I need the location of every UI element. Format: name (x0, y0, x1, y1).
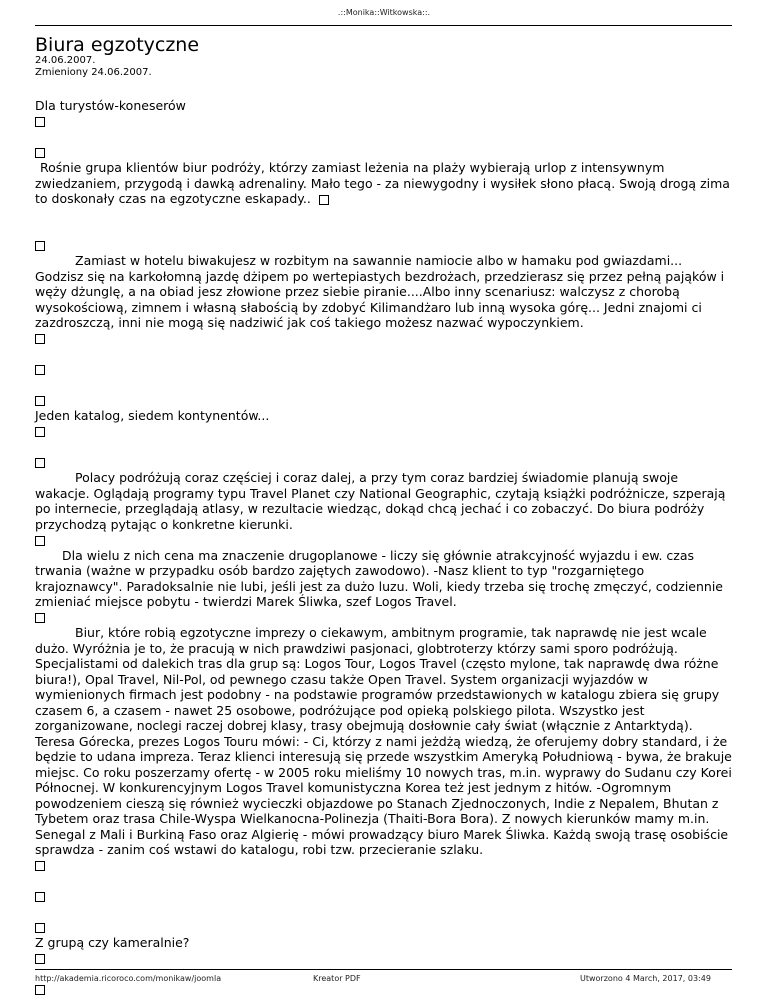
broken-image-icon (35, 148, 45, 158)
broken-image-icon (35, 892, 45, 902)
section-heading: Jeden katalog, siedem kontynentów... (35, 408, 270, 423)
footer-created: Utworzono 4 March, 2017, 03:49 (580, 974, 711, 983)
broken-image-icon (35, 613, 45, 623)
broken-image-icon (35, 427, 45, 437)
article-title: Biura egzotyczne (35, 34, 200, 56)
footer-rule (35, 969, 732, 970)
broken-image-icon (35, 396, 45, 406)
section-heading: Z grupą czy kameralnie? (35, 935, 190, 950)
footer-generator: Kreator PDF (313, 974, 361, 983)
site-header: .::Monika::Witkowska::. (337, 8, 431, 17)
paragraph: Dla wielu z nich cena ma znaczenie drugoplanowe - liczy się głównie atrakcyjność wyjazdu i ew. czas trwania (ważne w przypadku osób bardzo zajętych zawodowo). -Nasz klient to typ "rozgarniętego krajoznawcy". Paradoksalnie nie lubi, jeśli jest za dużo luzu. Woli, kiedy trzeba się trochę zmęczyć, codziennie zmieniać miejsce pobytu - twierdzi Marek Śliwka, szef Logos Travel. (35, 547, 723, 609)
broken-image-icon (319, 195, 329, 205)
paragraph: Polacy podróżują coraz częściej i coraz dalej, a przy tym coraz bardziej świadomie planują swoje wakacje. Oglądają programy typu Travel Planet czy National Geographic, czytają książki podróżnicze, szperają po internecie, przeglądają atlasy, w rezultacie wiedząc, dokąd chcą jechać i co zobaczyć. Do biura podróży przychodzą pytając o konkretne kierunki. (35, 470, 726, 532)
paragraph: Zamiast w hotelu biwakujesz w rozbitym na sawannie namiocie albo w hamaku pod gwiazdami... Godzisz się na karkołomną jazdę dżipem po wertepiastych bezdrożach, przedzierasz się przez pełną pająków i węży dżunglę, a na obiad jesz złowione przez siebie piranie....Albo inny scenariusz: walczysz z chorobą wysokościową, zimnem i własną słabością by zdobyć Kilimandżaro lub inną wysoka górę... Jedni znajomi ci zazdroszczą, inni nie mogą się nadziwić jak coś takiego możesz nazwać wypoczynkiem. (35, 253, 725, 330)
broken-image-icon (35, 861, 45, 871)
header-rule (35, 25, 732, 26)
broken-image-icon (35, 923, 45, 933)
broken-image-icon (35, 536, 45, 546)
broken-image-icon (35, 241, 45, 251)
broken-image-icon (35, 117, 45, 127)
modified-date: Zmieniony 24.06.2007. (35, 67, 152, 78)
paragraph: Rośnie grupa klientów biur podróży, którzy zamiast leżenia na plaży wybierają urlop z intensywnym zwiedzaniem, przygodą i dawką adrenaliny. Mało tego - za niewygodny i wysiłek słono płacą. Swoją drogą zima to doskonały czas na egzotyczne eskapady.. (35, 160, 730, 206)
broken-image-icon (35, 365, 45, 375)
paragraph: Biur, które robią egzotyczne imprezy o ciekawym, ambitnym programie, tak naprawdę nie jest wcale dużo. Wyróżnia je to, że pracują w nich prawdziwi pasjonaci, globtroterzy którzy sami sporo podróżują. Specjalistami od dalekich tras dla grup są: Logos Tour, Logos Travel (często mylone, tak naprawdę dwa różne biura!), Opal Travel, Nil-Pol, od pewnego czasu także Open Travel. System organizacji wyjazdów w wymienionych firmach jest podobny - na podstawie programów przedstawionych w katalogu zbiera się grupy czasem 6, a czasem - nawet 25 osobowe, podróżujące pod opieką polskiego pilota. Wszystko jest zorganizowane, noclegi raczej dobrej klasy, trasy obejmują dosłownie cały świat (włącznie z Antarktydą). Teresa Górecka, prezes Logos Touru mówi: - Ci, którzy z nami jeżdżą wiedzą, że oferujemy dobry standard, i że będzie to udana impreza. Teraz klienci interesują się przede wszystkim Ameryką Południową - bywa, że brakuje miejsc. Co roku poszerzamy ofertę - w 2005 roku mieliśmy 10 nowych tras, m.in. wyprawy do Sudanu czy Korei Północnej. W konkurencyjnym Logos Travel komunistyczna Korea też jest jednym z hitów. -Ogromnym powodzeniem cieszą się również wycieczki objazdowe po Stanach Zjednoczonych, Indie z Nepalem, Bhutan z Tybetem oraz trasa Chile-Wyspa Wielkanocna-Polinezja (Thaiti-Bora Bora). Z nowych kierunków mamy m.in. Senegal z Mali i Burkiną Faso oraz Algierię - mówi prowadzący biuro Marek Śliwka. Każdą swoją trasę osobiście sprawdza - zanim coś wstawi do katalogu, robi tzw. przecieranie szlaku. (35, 625, 732, 857)
broken-image-icon (35, 954, 45, 964)
broken-image-icon (35, 334, 45, 344)
broken-image-icon (35, 458, 45, 468)
article-body (35, 98, 732, 997)
footer-url[interactable]: http://akademia.ricoroco.com/monikaw/joomla (35, 974, 222, 983)
created-date: 24.06.2007. (35, 55, 96, 66)
section-heading: Dla turystów-koneserów (35, 98, 186, 113)
